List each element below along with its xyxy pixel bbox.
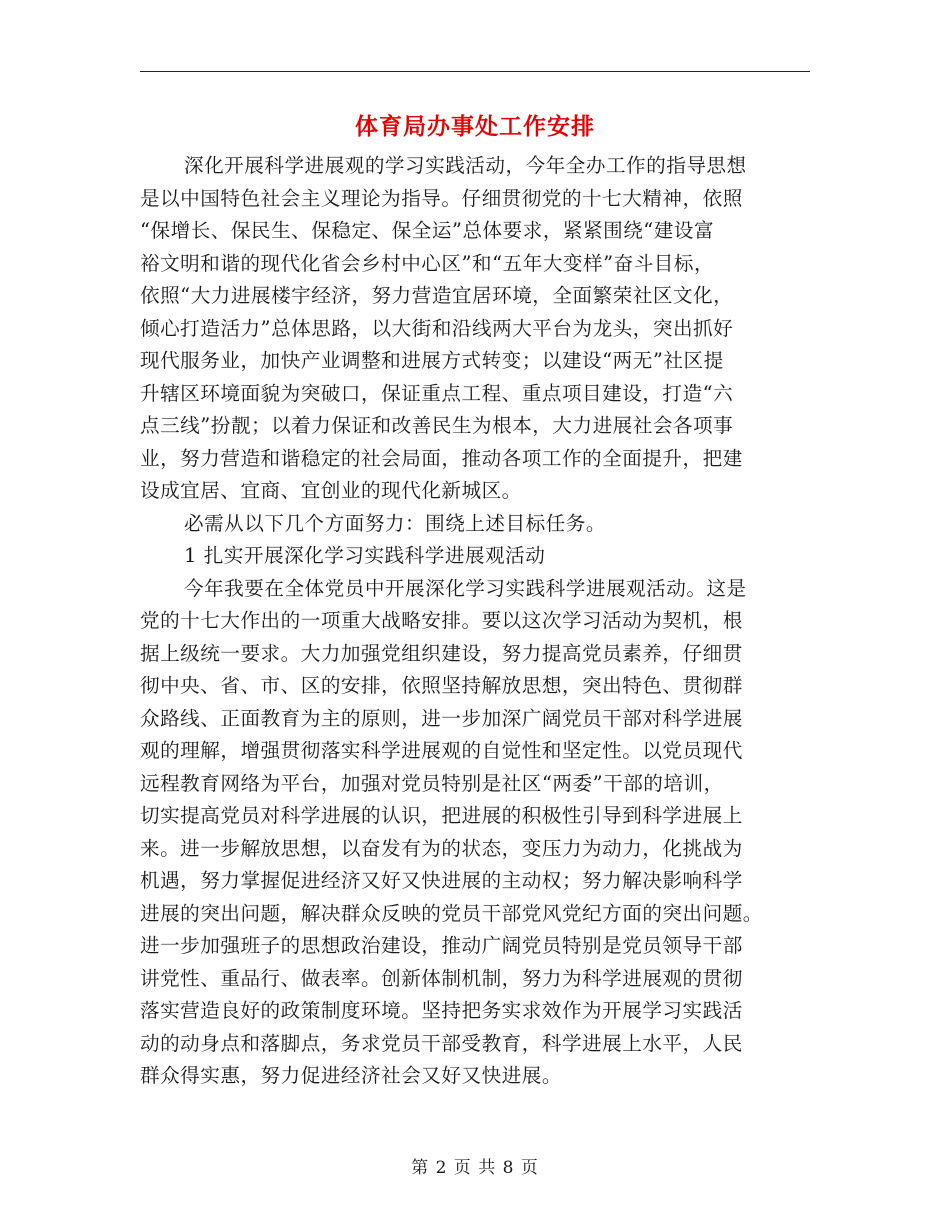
document-body [140,150,812,1093]
body-line: 党的十七大作出的一项重大战略安排。要以这次学习活动为契机，根 [140,609,743,632]
body-line: 裕文明和谐的现代化省会乡村中心区”和“五年大变样”奋斗目标， [140,251,715,275]
body-line: 落实营造良好的政策制度环境。坚持把务实求效作为开展学习实践活 [140,999,743,1022]
body-line: 彻中央、省、市、区的安排，依照坚持解放思想，突出特色、贯彻群 [140,674,743,697]
body-line: 1 扎实开展深化学习实践科学进展观活动 [184,544,546,567]
body-line: 倾心打造活力”总体思路，以大街和沿线两大平台为龙头，突出抓好 [140,316,734,340]
body-line: 深化开展科学进展观的学习实践活动，今年全办工作的指导思想 [184,154,747,177]
body-line: 业，努力营造和谐稳定的社会局面，推动各项工作的全面提升，把建 [140,446,743,470]
body-line: “保增长、保民生、保稳定、保全运”总体要求，紧紧围绕“建设富 [140,219,715,242]
body-line: 机遇，努力掌握促进经济又好又快进展的主动权；努力解决影响科学 [140,869,743,892]
body-line: 远程教育网络为平台，加强对党员特别是社区“两委”干部的培训， [140,771,724,795]
body-line: 据上级统一要求。大力加强党组织建设，努力提高党员素养，仔细贯 [140,641,743,665]
body-line: 设成宜居、宜商、宜创业的现代化新城区。 [140,479,522,502]
document-title: 体育局办事处工作安排 [355,114,595,140]
header-rule [140,71,810,72]
body-line: 群众得实惠，努力促进经济社会又好又快进展。 [140,1064,562,1087]
body-line: 动的动身点和落脚点，务求党员干部受教育，科学进展上水平，人民 [140,1031,743,1055]
body-line: 切实提高党员对科学进展的认识，把进展的积极性引导到科学进展上 [140,804,743,827]
body-line: 现代服务业，加快产业调整和进展方式转变；以建设“两无”社区提 [140,349,724,372]
body-line: 点三线”扮靓；以着力保证和改善民生为根本，大力进展社会各项事 [140,414,734,437]
body-line: 进一步加强班子的思想政治建设，推动广阔党员特别是党员领导干部 [140,934,743,957]
body-line: 进展的突出问题，解决群众反映的党员干部党风党纪方面的突出问题。 [140,901,763,925]
body-line: 今年我要在全体党员中开展深化学习实践科学进展观活动。这是 [184,576,747,600]
body-line: 来。进一步解放思想，以奋发有为的状态，变压力为动力，化挑战为 [140,836,743,860]
body-line: 众路线、正面教育为主的原则，进一步加深广阔党员干部对科学进展 [140,706,743,730]
body-line: 观的理解，增强贯彻落实科学进展观的自觉性和坚定性。以党员现代 [140,739,743,762]
body-line: 讲党性、重品行、做表率。创新体制机制，努力为科学进展观的贯彻 [140,966,743,990]
body-line: 必需从以下几个方面努力：围绕上述目标任务。 [184,511,606,535]
page-footer: 第 2 页 共 8 页 [411,1158,539,1178]
body-line: 升辖区环境面貌为突破口，保证重点工程、重点项目建设，打造“六 [140,381,734,405]
body-line: 依照“大力进展楼宇经济，努力营造宜居环境，全面繁荣社区文化， [140,284,734,307]
body-line: 是以中国特色社会主义理论为指导。仔细贯彻党的十七大精神，依照 [140,186,743,210]
